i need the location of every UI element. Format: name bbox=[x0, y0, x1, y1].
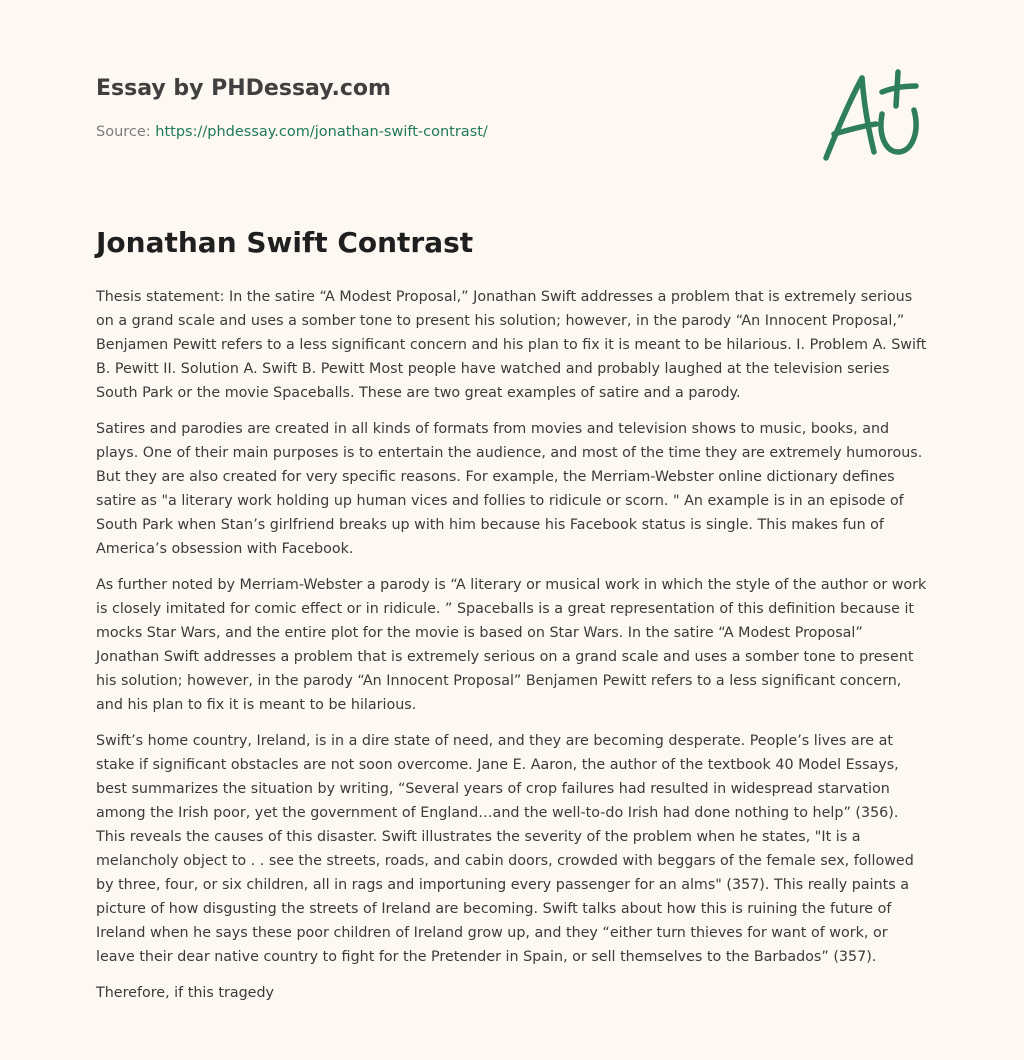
source-label: Source: bbox=[96, 124, 156, 140]
essay-paragraph: Thesis statement: In the satire “A Modest Proposal,” Jonathan Swift addresses a problem that is extremely serious on a grand scale and uses a somber tone to present his solution; however, in the parody “An Innocent Proposal,” Benjamen Pewitt refers to a less significant concern and his plan to fix it is meant to be hilarious. I. Problem A. Swift B. Pewitt II. Solution A. Swift B. Pewitt Most people have watched and probably laughed at the television series South Park or the movie Spaceballs. These are two great examples of satire and a parody. bbox=[96, 289, 927, 401]
essay-paragraph: Therefore, if this tragedy bbox=[96, 985, 275, 1001]
essay-body bbox=[96, 285, 928, 1017]
source-line bbox=[96, 124, 488, 140]
essay-paragraph: As further noted by Merriam-Webster a parody is “A literary or musical work in which the style of the author or work is closely imitated for comic effect or in ridicule. ” Spaceballs is a great representation of this definition because it mocks Star Wars, and the entire plot for the movie is based on Star Wars. In the satire “A Modest Proposal” Jonathan Swift addresses a problem that is extremely serious on a grand scale and uses a somber tone to present his solution; however, in the parody “An Innocent Proposal” Benjamen Pewitt refers to a less significant concern, and his plan to fix it is meant to be hilarious. bbox=[96, 577, 927, 713]
site-title: Essay by PHDessay.com bbox=[96, 76, 391, 101]
essay-paragraph: Swift’s home country, Ireland, is in a dire state of need, and they are becoming desperate. People’s lives are at stake if significant obstacles are not soon overcome. Jane E. Aaron, the author of the textbook 40 Model Essays, best summarizes the situation by writing, “Several years of crop failures had resulted in widespread starvation among the Irish poor, yet the government of England…and the well-to-do Irish had done nothing to help” (356). This reveals the causes of this disaster. Swift illustrates the severity of the problem when he states, "It is a melancholy object to . . see the streets, roads, and cabin doors, crowded with beggars of the female sex, followed by three, four, or six children, all in rags and importuning every passenger for an alms" (357). This really paints a picture of how disgusting the streets of Ireland are becoming. Swift talks about how this is ruining the future of Ireland when he says these poor children of Ireland grow up, and they “either turn thieves for want of work, or leave their dear native country to fight for the Pretender in Spain, or sell themselves to the Barbados” (357). bbox=[96, 733, 914, 965]
essay-title: Jonathan Swift Contrast bbox=[96, 226, 474, 259]
a-plus-logo-icon bbox=[812, 66, 928, 166]
essay-paragraph: Satires and parodies are created in all kinds of formats from movies and television shows to music, books, and plays. One of their main purposes is to entertain the audience, and most of the time they are extremely humorous. But they are also created for very specific reasons. For example, the Merriam-Webster online dictionary defines satire as "a literary work holding up human vices and follies to ridicule or scorn. " An example is in an episode of South Park when Stan’s girlfriend breaks up with him because his Facebook status is single. This makes fun of America’s obsession with Facebook. bbox=[96, 421, 923, 557]
source-link[interactable]: https://phdessay.com/jonathan-swift-contrast/ bbox=[155, 124, 488, 140]
